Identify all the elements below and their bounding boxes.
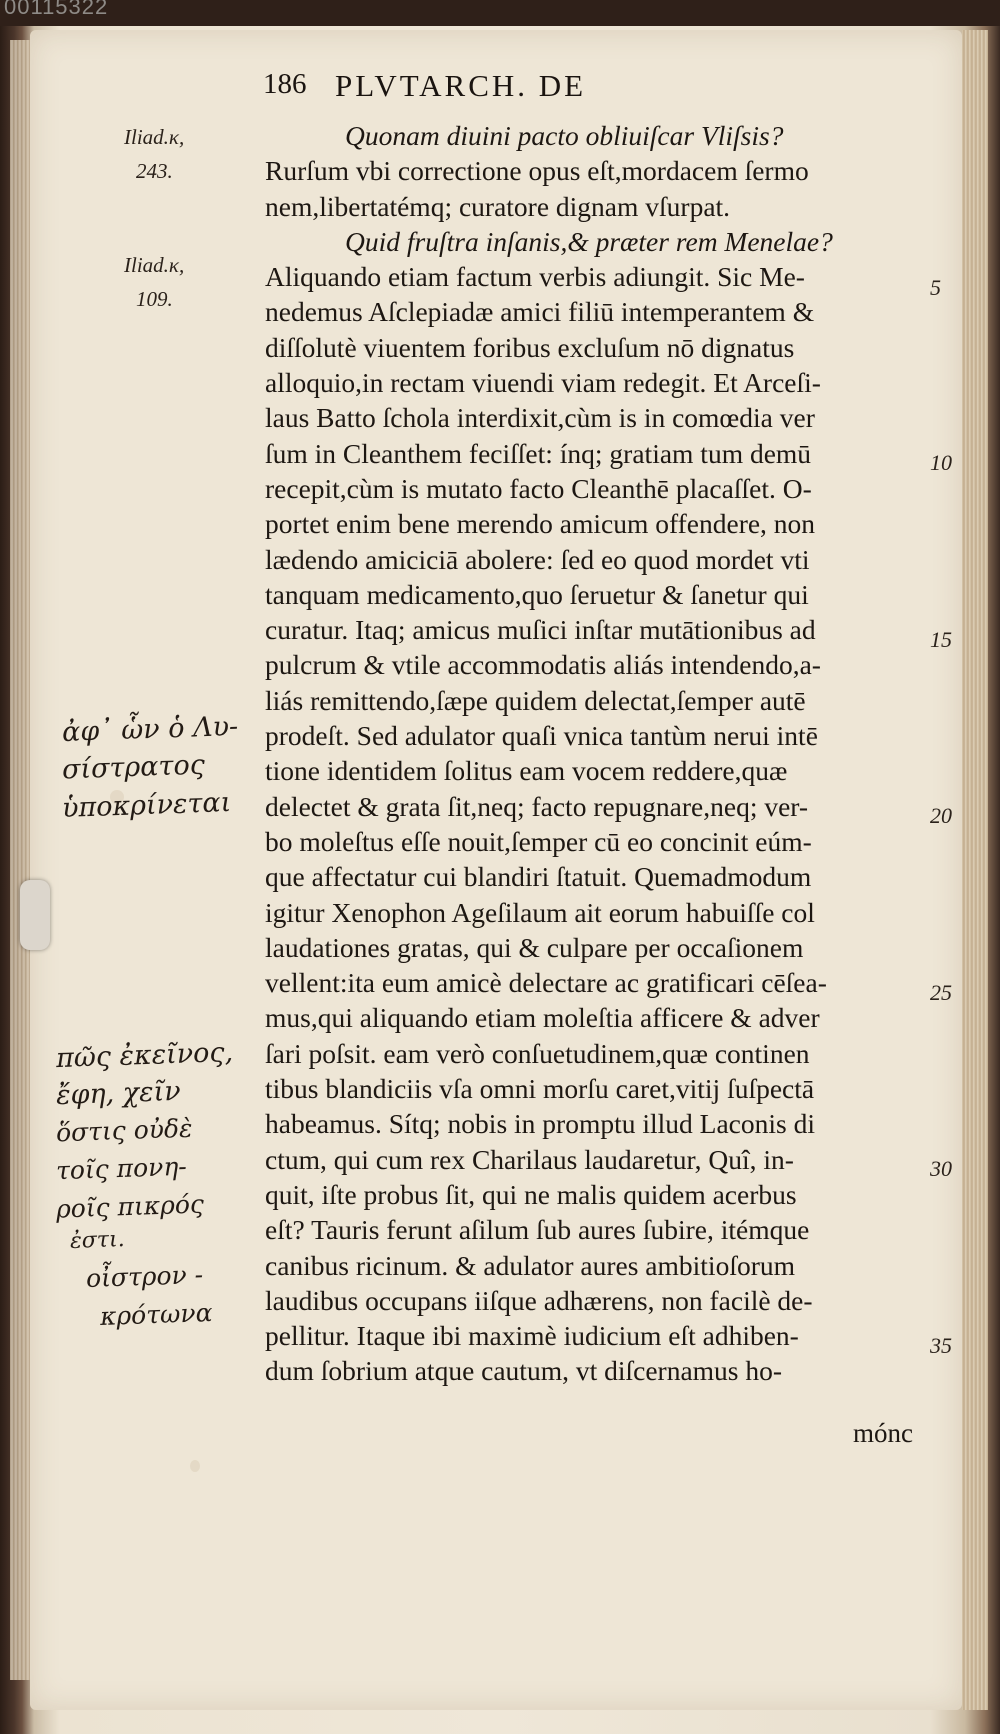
line-number: 25 bbox=[930, 980, 952, 1005]
text-line: habeamus. Sítq; nobis in promptu illud Laconis di bbox=[265, 1108, 815, 1140]
text-line: mus,qui aliquando etiam moleſtia afficere & adver bbox=[265, 1002, 820, 1034]
text-line: Aliquando etiam factum verbis adiungit. Sic Me- bbox=[265, 261, 805, 293]
text-line: quit, iſte probus ſit, qui ne malis quidem acerbus bbox=[265, 1178, 797, 1210]
text-line: eſt? Tauris ferunt aſilum ſub aures ſubire, itémque bbox=[265, 1214, 810, 1246]
text-line: vellent:ita eum amicè delectare ac gratificari cēſea- bbox=[265, 967, 827, 999]
text-line: diſſolutè viuentem foribus excluſum nō dignatus bbox=[265, 331, 795, 363]
running-title: PLVTARCH. DE bbox=[335, 68, 587, 103]
page-number: 186 bbox=[263, 68, 307, 100]
text-line: laudationes gratas, qui & culpare per occaſionem bbox=[265, 931, 804, 963]
handwritten-annotation: τοῖς πονη- bbox=[55, 1151, 188, 1186]
margin-reference bbox=[124, 248, 184, 316]
margin-ref-book: Iliad.κ, bbox=[124, 125, 185, 149]
text-line: que affectatur cui blandiri ſtatuit. Quemadmodum bbox=[265, 861, 812, 893]
handwritten-annotation: οἶστρον - bbox=[85, 1259, 204, 1294]
margin-ref-line: 243. bbox=[136, 159, 173, 183]
margin-ref-book: Iliad.κ, bbox=[124, 253, 185, 277]
clasp bbox=[20, 880, 50, 950]
handwritten-annotation: ὅστις οὐδὲ bbox=[55, 1113, 193, 1148]
text-line: dum ſobrium atque cautum, vt diſcernamus ho- bbox=[265, 1355, 783, 1387]
body-text bbox=[265, 118, 925, 1389]
text-line: igitur Xenophon Ageſilaum ait eorum habuiſſe col bbox=[265, 896, 815, 928]
text-line: alloquio,in rectam viuendi viam redegit. Et Arceſi- bbox=[265, 367, 821, 399]
line-number: 35 bbox=[930, 1333, 952, 1358]
handwritten-annotation: ἐστι. bbox=[69, 1227, 126, 1254]
handwritten-annotation: πῶς ἐκεῖνος, bbox=[55, 1036, 234, 1075]
text-line: bo moleſtus eſſe nouit,ſemper cū eo concinit eúm- bbox=[265, 825, 812, 857]
text-line: liás remittendo,ſæpe quidem delectat,ſemper autē bbox=[265, 684, 806, 716]
handwritten-annotation: κρότωνα bbox=[99, 1298, 213, 1331]
page-edges-right bbox=[962, 30, 988, 1710]
text-line: nem,libertatémq; curatore dignam vſurpat. bbox=[265, 190, 731, 222]
line-number: 15 bbox=[930, 627, 952, 652]
text-line: laus Batto ſchola interdixit,cùm is in comœdia ver bbox=[265, 402, 815, 434]
text-line: canibus ricinum. & adulator aures ambitioſorum bbox=[265, 1249, 796, 1281]
handwritten-annotation: σίστρατος bbox=[61, 749, 206, 786]
text-line: delectet & grata ſit,neq; facto repugnare,neq; ver- bbox=[265, 790, 809, 822]
verse-quote: Quonam diuini pacto obliuiſcar Vliſsis? bbox=[345, 120, 784, 151]
text-line: tanquam medicamento,quo ſeruetur & ſanetur qui bbox=[265, 578, 809, 610]
margin-ref-line: 109. bbox=[136, 287, 173, 311]
handwritten-annotation: ἔφη, χεῖν bbox=[55, 1075, 182, 1112]
text-line: ſari poſsit. eam verò conſuetudinem,quæ continen bbox=[265, 1037, 810, 1069]
text-line: laudibus occupans iiſque adhærens, non facilè de- bbox=[265, 1284, 813, 1316]
scan-header-strip bbox=[0, 0, 1000, 26]
text-line: tibus blandiciis vſa omni morſu caret,vitij ſuſpectā bbox=[265, 1073, 815, 1105]
scan-id-label: 00115322 bbox=[4, 0, 109, 19]
text-line: recepit,cùm is mutato facto Cleanthē placaſſet. O- bbox=[265, 472, 812, 504]
text-line: pellitur. Itaque ibi maximè iudicium eſt adhiben- bbox=[265, 1320, 799, 1352]
text-line: prodeſt. Sed adulator quaſi vnica tantùm nerui intē bbox=[265, 720, 818, 752]
text-line: nedemus Aſclepiadæ amici filiū intemperantem & bbox=[265, 296, 815, 328]
text-line: ctum, qui cum rex Charilaus laudaretur, Quî, in- bbox=[265, 1143, 794, 1175]
text-line: ſum in Cleanthem feciſſet: ínq; gratiam tum demū bbox=[265, 437, 812, 469]
text-line: portet enim bene merendo amicum offendere, non bbox=[265, 508, 816, 540]
line-number: 30 bbox=[930, 1156, 952, 1181]
catchword: mónc bbox=[853, 1418, 913, 1448]
line-number: 10 bbox=[930, 450, 952, 475]
line-number: 20 bbox=[930, 803, 952, 828]
handwritten-annotation: ροῖς πικρός bbox=[55, 1189, 205, 1224]
text-line: tione identidem ſolitus eam vocem reddere,quæ bbox=[265, 755, 788, 787]
page-stain bbox=[190, 1460, 200, 1472]
verse-quote: Quid fruſtra inſanis,& præter rem Menelae? bbox=[345, 225, 833, 257]
line-number: 5 bbox=[930, 275, 941, 300]
handwritten-annotation: ὑποκρίνεται bbox=[61, 787, 232, 824]
text-line: curatur. Itaq; amicus muſici inſtar mutātionibus ad bbox=[265, 614, 816, 646]
handwritten-annotation: ἀφ᾽ ὧν ὁ Λυ- bbox=[61, 710, 239, 749]
page-edges-left bbox=[10, 40, 30, 1680]
text-line: Rurſum vbi correctione opus eſt,mordacem ſermo bbox=[265, 155, 809, 187]
text-line: pulcrum & vtile accommodatis aliás intendendo,a- bbox=[265, 649, 821, 681]
text-line: lædendo amiciciā abolere: ſed eo quod mordet vti bbox=[265, 543, 810, 575]
margin-reference bbox=[124, 120, 184, 188]
